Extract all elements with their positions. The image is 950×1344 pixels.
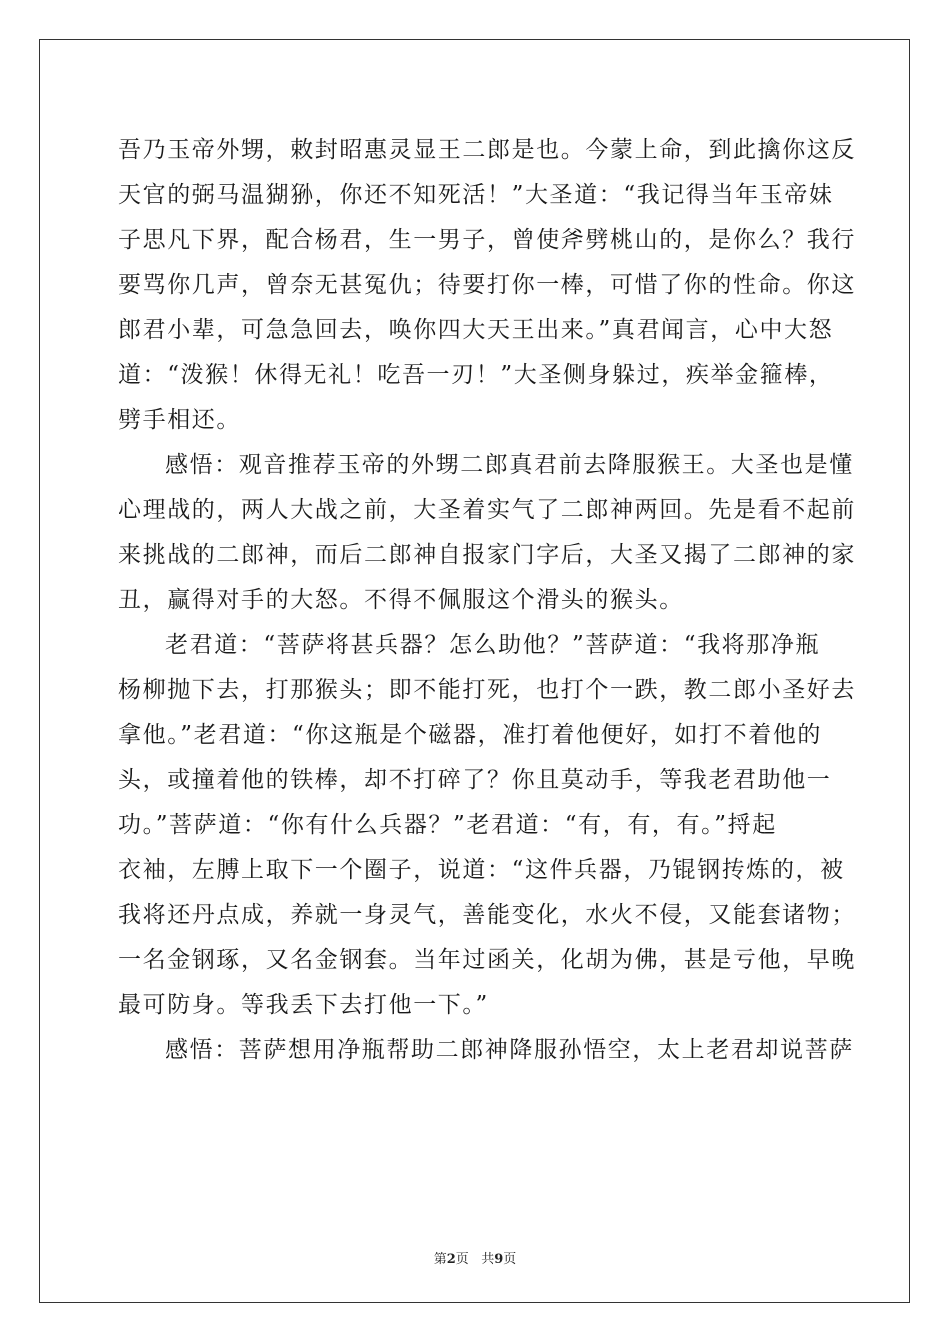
paragraph [118, 1028, 854, 1073]
page-footer [0, 1248, 950, 1267]
text-line: 丑，赢得对手的大怒。不得不佩服这个滑头的猴头。 [118, 587, 684, 613]
text-line: 我将还丹点成，养就一身灵气，善能变化，水火不侵，又能套诸物； [118, 902, 856, 928]
text-line: 功。”菩萨道：“你有什么兵器？”老君道：“有，有，有。”捋起 [118, 812, 777, 838]
text-line: 拿他。”老君道：“你这瓶是个磁器，准打着他便好，如打不着他的 [118, 722, 823, 748]
text-line: 感悟：观音推荐玉帝的外甥二郎真君前去降服猴王。大圣也是懂 [165, 452, 854, 478]
total-prefix: 共 [481, 1252, 495, 1267]
total-page-count: 9 [494, 1252, 504, 1267]
current-page-number: 2 [446, 1252, 456, 1267]
text-line: 一名金钢琢，又名金钢套。当年过函关，化胡为佛，甚是亏他，早晚 [118, 947, 856, 973]
text-line: 来挑战的二郎神，而后二郎神自报家门字后，大圣又揭了二郎神的家 [118, 542, 856, 568]
text-line: 杨柳抛下去，打那猴头；即不能打死，也打个一跌，教二郎小圣好去 [118, 677, 856, 703]
text-line: 天官的弼马温猢狲，你还不知死活！”大圣道：“我记得当年玉帝妹 [118, 182, 834, 208]
text-line: 郎君小辈，可急急回去，唤你四大天王出来。”真君闻言，心中大怒 [118, 317, 834, 343]
text-line: 衣袖，左膊上取下一个圈子，说道：“这件兵器，乃锟钢抟炼的，被 [118, 857, 845, 883]
text-line: 心理战的，两人大战之前，大圣着实气了二郎神两回。先是看不起前 [118, 497, 856, 523]
text-line: 感悟：菩萨想用净瓶帮助二郎神降服孙悟空，太上老君却说菩萨 [165, 1037, 854, 1063]
text-line: 道：“泼猴！休得无礼！吃吾一刃！”大圣侧身躲过，疾举金箍棒， [118, 362, 834, 388]
paragraph [118, 128, 856, 443]
total-suffix: 页 [503, 1252, 517, 1267]
page-prefix: 第 [433, 1252, 447, 1267]
text-line: 吾乃玉帝外甥，敕封昭惠灵显王二郎是也。今蒙上命，到此擒你这反 [118, 137, 856, 163]
page-suffix: 页 [455, 1252, 469, 1267]
paragraph [118, 623, 856, 1028]
text-line: 要骂你几声，曾奈无甚冤仇；待要打你一棒，可惜了你的性命。你这 [118, 272, 856, 298]
text-line: 最可防身。等我丢下去打他一下。” [118, 992, 489, 1018]
text-line: 子思凡下界，配合杨君，生一男子，曾使斧劈桃山的，是你么？我行 [118, 227, 856, 253]
document-body [118, 128, 856, 1073]
text-line: 劈手相还。 [118, 407, 241, 433]
text-line: 老君道：“菩萨将甚兵器？怎么助他？”菩萨道：“我将那净瓶 [165, 632, 821, 658]
paragraph [118, 443, 856, 623]
text-line: 头，或撞着他的铁棒，却不打碎了？你且莫动手，等我老君助他一 [118, 767, 832, 793]
